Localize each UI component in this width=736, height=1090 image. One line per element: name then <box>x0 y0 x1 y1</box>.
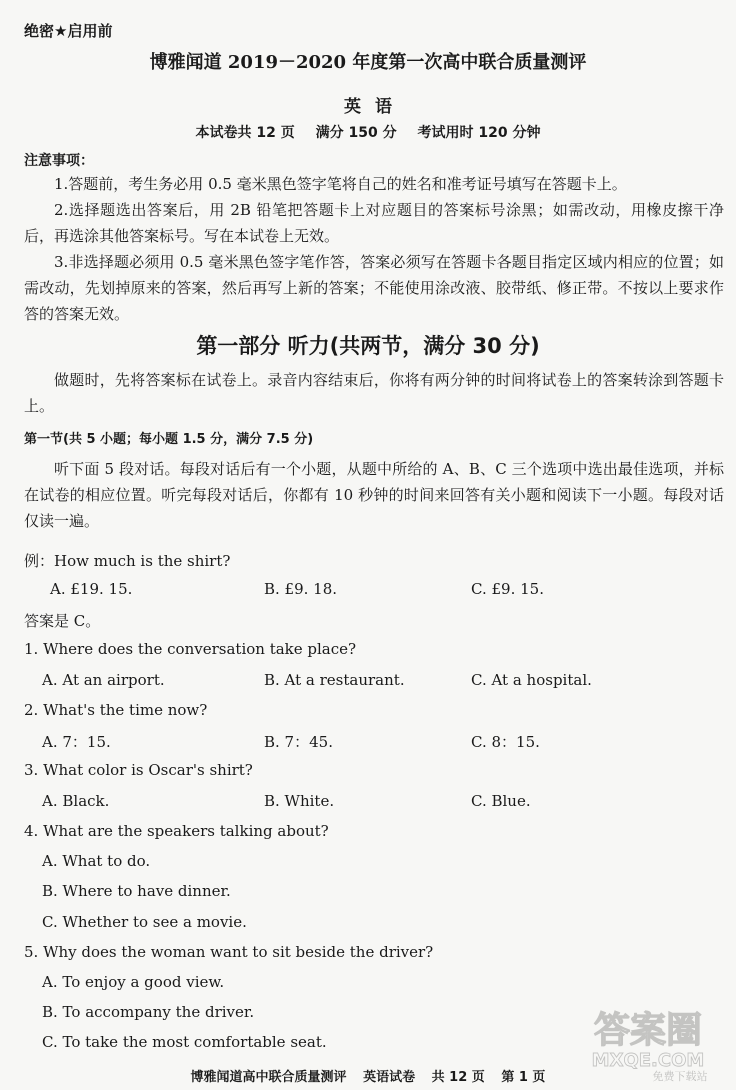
footer-page: 第 1 页 <box>501 1070 546 1085</box>
part1-heading: 第一部分 听力(共两节，满分 30 分) <box>196 334 540 358</box>
question-3: 3. What color is Oscar's shirt? <box>24 761 253 779</box>
question-4-option-b: B. Where to have dinner. <box>42 882 231 900</box>
watermark-caption: 免费下载站 <box>652 1070 708 1083</box>
footer-total: 共 12 页 <box>431 1070 485 1085</box>
footer-paper: 英语试卷 <box>363 1070 416 1085</box>
question-2: 2. What's the time now? <box>24 701 208 719</box>
question-3-option-b: B. White. <box>264 792 335 810</box>
watermark-sub: MXQE.COM <box>591 1050 705 1071</box>
footer-org: 博雅闻道高中联合质量测评 <box>190 1070 347 1085</box>
question-1: 1. Where does the conversation take place? <box>24 640 357 658</box>
question-1-option-a: A. At an airport. <box>42 671 165 689</box>
time-info: 考试用时 120 分钟 <box>417 125 541 141</box>
example-question: 例：How much is the shirt? <box>24 552 231 570</box>
section1-heading: 第一节(共 5 小题；每小题 1.5 分，满分 7.5 分) <box>24 432 314 447</box>
question-1-option-c: C. At a hospital. <box>471 671 592 689</box>
part1-instruction: 做题时，先将答案标在试卷上。录音内容结束后，你将有两分钟的时间将试卷上的答案转涂到答题卡上。 <box>24 371 724 415</box>
question-4: 4. What are the speakers talking about? <box>24 822 329 840</box>
notes-heading: 注意事项： <box>24 153 94 169</box>
question-3-option-a: A. Black. <box>42 792 110 810</box>
question-3-option-c: C. Blue. <box>471 792 531 810</box>
note-item-1: 1.答题前，考生务必用 0.5 毫米黑色签字笔将自己的姓名和准考证号填写在答题卡上。 <box>54 175 627 193</box>
question-5-option-a: A. To enjoy a good view. <box>42 973 225 991</box>
question-1-option-b: B. At a restaurant. <box>264 671 405 689</box>
subject-title: 英语 <box>344 97 406 117</box>
watermark-logo <box>568 1000 728 1084</box>
example-answer: 答案是 C。 <box>24 612 101 630</box>
question-4-option-c: C. Whether to see a movie. <box>42 913 247 931</box>
note-item-3: 3.非选择题必须用 0.5 毫米黑色签字笔作答，答案必须写在答题卡各题目指定区域内相应的位置；如需改动，先划掉原来的答案，然后再写上新的答案；不能使用涂改液、胶带纸、修正带。不按以上要求作答的答案无效。 <box>24 253 724 323</box>
question-5-option-c: C. To take the most comfortable seat. <box>42 1033 327 1051</box>
example-option-b: B. £9. 18. <box>264 580 338 598</box>
pages-info: 本试卷共 12 页 <box>195 125 295 141</box>
question-5-option-b: B. To accompany the driver. <box>42 1003 255 1021</box>
secret-label: 绝密★启用前 <box>24 22 113 40</box>
question-2-option-a: A. 7：15. <box>42 733 111 751</box>
exam-title: 博雅闻道 2019－2020 年度第一次高中联合质量测评 <box>149 52 587 73</box>
score-info: 满分 150 分 <box>315 125 397 141</box>
watermark-text: 答案圈 <box>593 1010 703 1051</box>
question-2-option-c: C. 8：15. <box>471 733 540 751</box>
question-5: 5. Why does the woman want to sit beside the driver? <box>24 943 434 961</box>
section1-instruction: 听下面 5 段对话。每段对话后有一个小题，从题中所给的 A、B、C 三个选项中选出最佳选项，并标在试卷的相应位置。听完每段对话后，你都有 10 秒钟的时间来回答有关小题和阅读下一小题。每段对话仅读一遍。 <box>24 460 724 530</box>
exam-info <box>0 122 736 142</box>
question-4-option-a: A. What to do. <box>42 852 151 870</box>
question-2-option-b: B. 7：45. <box>264 733 333 751</box>
example-option-c: C. £9. 15. <box>471 580 544 598</box>
example-option-a: A. £19. 15. <box>50 580 133 598</box>
note-item-2: 2.选择题选出答案后，用 2B 铅笔把答题卡上对应题目的答案标号涂黑；如需改动，用橡皮擦干净后，再选涂其他答案标号。写在本试卷上无效。 <box>24 201 724 245</box>
